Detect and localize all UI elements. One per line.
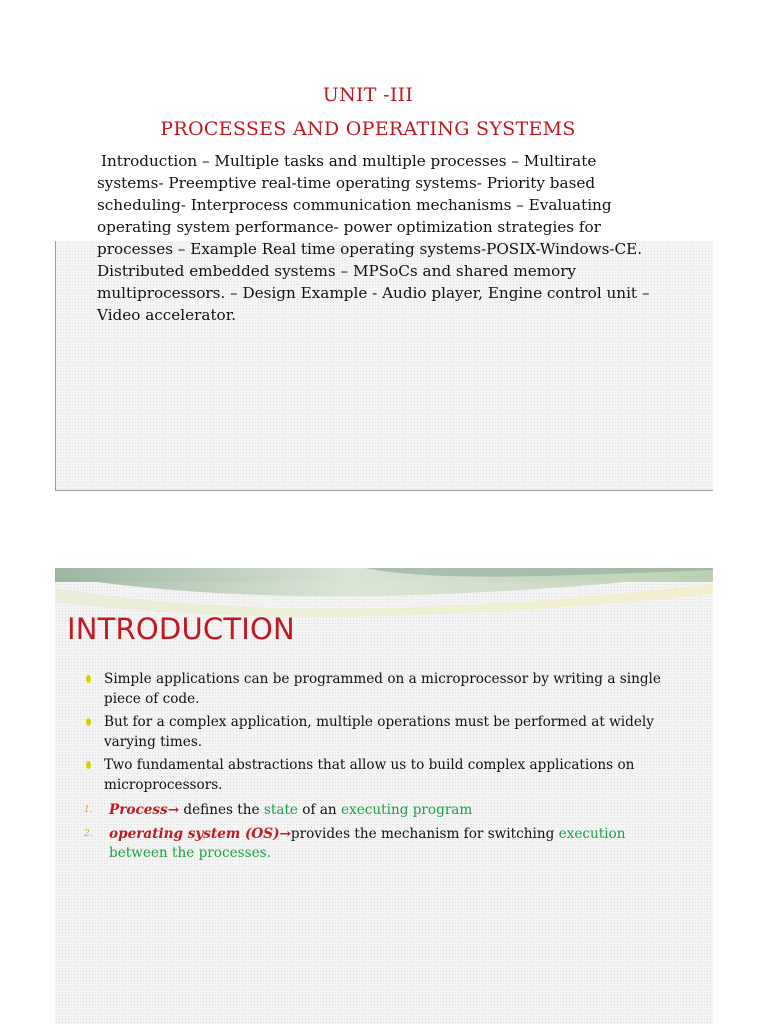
numbered-list <box>84 801 684 868</box>
bullet-list <box>84 670 684 799</box>
list-item <box>84 756 684 795</box>
arrow-right-icon: → <box>279 825 291 842</box>
arrow-right-icon: → <box>167 802 180 818</box>
list-number: 1. <box>84 805 93 815</box>
highlight-execution: execution between the processes. <box>109 825 626 861</box>
bullet-text: Two fundamental abstractions that allow us to build complex applications on microprocessors. <box>104 757 635 793</box>
bullet-dot-icon <box>86 675 91 683</box>
bullet-dot-icon <box>86 761 91 769</box>
unit-syllabus-text: Introduction – Multiple tasks and multiple processes – Multirate systems- Preemptive real-time operating systems- Priority based scheduling- Interprocess communication mechanisms – Evaluating operating system performance- power optimization strategies for processes – Example Real time operating systems-POSIX-Windows-CE. Distributed embedded systems – MPSoCs and shared memory multiprocessors. – Design Example - Audio player, Engine control unit – Video accelerator. <box>97 152 650 324</box>
bullet-text: Simple applications can be programmed on a microprocessor by writing a single piece of code. <box>104 671 661 707</box>
highlight-state: state <box>263 802 298 818</box>
unit-heading: UNIT -III <box>322 84 414 106</box>
term-process: Process <box>109 802 168 818</box>
bullet-dot-icon <box>86 718 91 726</box>
list-number: 2. <box>84 828 93 839</box>
list-item <box>84 670 684 709</box>
definition-text: of an <box>297 802 342 818</box>
numbered-item-os <box>84 825 684 864</box>
slide-title-introduction: INTRODUCTION <box>67 612 295 646</box>
bullet-text: But for a complex application, multiple operations must be performed at widely varying times. <box>104 714 654 750</box>
highlight-executing-program: executing program <box>341 802 473 818</box>
list-item <box>84 713 684 752</box>
unit-title: PROCESSES AND OPERATING SYSTEMS <box>160 118 576 140</box>
numbered-item-process <box>84 801 684 821</box>
definition-text: provides the mechanism for switching <box>290 825 559 842</box>
term-operating-system: operating system (OS) <box>109 825 280 842</box>
definition-text: defines the <box>179 802 264 818</box>
